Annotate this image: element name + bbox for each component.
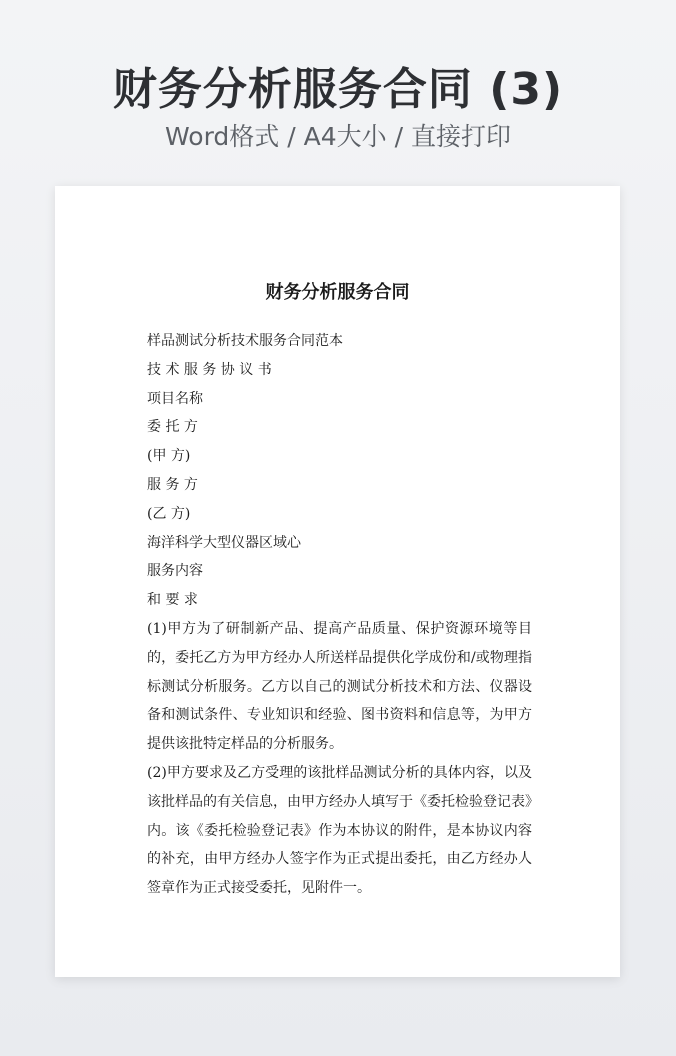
doc-line-requirements: 和 要 求 (147, 592, 198, 609)
document-page (55, 186, 620, 977)
doc-line-party-a: (甲 方) (147, 448, 191, 465)
document-body (147, 327, 532, 903)
doc-line-sample-title: 样品测试分析技术服务合同范本 (147, 333, 343, 349)
doc-line-service-provider: 服 务 方 (147, 476, 198, 493)
doc-line-ocean-center: 海洋科学大型仪器区域心 (147, 534, 301, 551)
doc-line-agreement-title: 技 术 服 务 协 议 书 (147, 361, 272, 378)
page-header (0, 62, 676, 154)
doc-line-client: 委 托 方 (147, 419, 198, 436)
doc-paragraph-1: (1)甲方为了研制新产品、提高产品质量、保护资源环境等目的，委托乙方为甲方经办人所送样品提供化学成份和/或物理指标测试分析服务。乙方以自己的测试分析技术和方法、仪器设备和测试条件、专业知识和经验、图书资料和信息等，为甲方提供该批特定样品的分析服务。 (147, 620, 532, 753)
sub-title: Word格式 / A4大小 / 直接打印 (165, 122, 511, 151)
doc-line-party-b: (乙 方) (147, 505, 191, 522)
document-title: 财务分析服务合同 (265, 282, 410, 303)
doc-line-service-content: 服务内容 (147, 563, 203, 580)
main-title: 财务分析服务合同 (3) (112, 64, 564, 115)
doc-line-project-name: 项目名称 (147, 390, 203, 407)
doc-paragraph-2: (2)甲方要求及乙方受理的该批样品测试分析的具体内容，以及该批样品的有关信息，由甲方经办人填写于《委托检验登记表》内。该《委托检验登记表》作为本协议的附件，是本协议内容的补充，由甲方经办人签字作为正式提出委托，由乙方经办人签章作为正式接受委托，见附件一。 (147, 764, 532, 897)
